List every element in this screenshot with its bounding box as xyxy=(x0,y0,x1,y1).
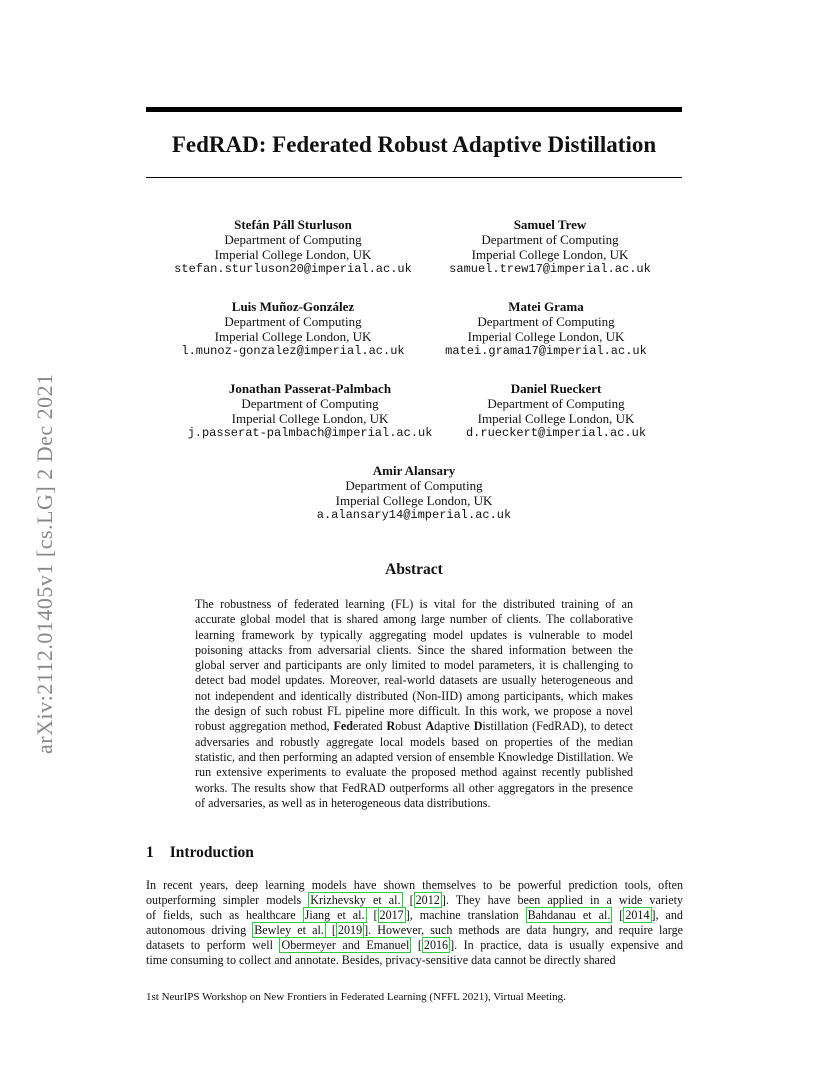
abstract-text: erated xyxy=(352,719,387,734)
abstract-text: The robustness of federated learning (FL) is vital for the distributed training of an accurate global model that is shared among large number of clients. The collaborative learning framework by typically aggregating model updates is vulnerable to model poisoning attacks from adversarial clients. Since the shared information between the global server and participants are only limited to model parameters, it is challenging to detect bad model updates. Moreover, real-world datasets are usually heterogeneous and not independent and identically distributed (Non-IID) among participants, which makes the design of such robust FL pipeline more difficult. In this work, we propose a novel robust aggregation method, xyxy=(195,597,633,734)
text-span: ], machine translation xyxy=(405,908,526,923)
author-block xyxy=(396,299,696,359)
author-institution: Imperial College London, UK xyxy=(335,493,493,508)
author-email[interactable]: samuel.trew17@imperial.ac.uk xyxy=(449,262,651,276)
author-email[interactable]: l.munoz-gonzalez@imperial.ac.uk xyxy=(181,344,405,358)
text-span: outperforming simpler models xyxy=(146,893,309,908)
author-department: Department of Computing xyxy=(224,232,362,247)
abstract-text: obust xyxy=(395,719,426,734)
abstract-paragraph xyxy=(195,597,633,811)
author-block xyxy=(143,217,443,277)
citation-year-link[interactable]: 2014 xyxy=(625,908,650,923)
author-institution: Imperial College London, UK xyxy=(471,247,629,262)
author-block xyxy=(406,381,706,441)
author-email[interactable]: matei.grama17@imperial.ac.uk xyxy=(445,344,647,358)
citation-year-link[interactable]: 2019 xyxy=(337,923,363,938)
citation-link[interactable]: Krizhevsky et al. xyxy=(310,893,401,908)
text-line xyxy=(146,938,683,953)
author-institution: Imperial College London, UK xyxy=(214,329,372,344)
author-institution: Imperial College London, UK xyxy=(467,329,625,344)
text-line xyxy=(146,908,683,923)
author-email[interactable]: j.passerat-palmbach@imperial.ac.uk xyxy=(187,426,433,440)
abstract-bold-text: D xyxy=(473,719,483,734)
author-institution: Imperial College London, UK xyxy=(477,411,635,426)
citation-year-link[interactable]: 2012 xyxy=(415,893,440,908)
text-line xyxy=(146,923,683,938)
abstract-body xyxy=(195,597,633,811)
citation-year-link[interactable]: 2017 xyxy=(379,908,404,923)
text-line xyxy=(146,893,683,908)
citation-link[interactable]: Bewley et al. xyxy=(254,923,324,938)
introduction-body xyxy=(146,878,683,969)
author-name: Daniel Rueckert xyxy=(510,381,602,396)
author-email[interactable]: stefan.sturluson20@imperial.ac.uk xyxy=(174,262,412,276)
author-email[interactable]: d.rueckert@imperial.ac.uk xyxy=(465,426,647,440)
text-span: ], and xyxy=(651,908,683,923)
author-name: Matei Grama xyxy=(508,299,584,314)
abstract-text: daptive xyxy=(434,719,474,734)
arxiv-sidebar xyxy=(32,294,57,754)
abstract-heading: Abstract xyxy=(385,561,443,578)
text-span: ]. In practice, data is usually expensive and xyxy=(450,938,683,953)
author-name: Samuel Trew xyxy=(513,217,587,232)
abstract-text: istillation (FedRAD), to detect adversaries and robustly aggregate local models based on properties of the median statistic, and then performing an adapted version of ensemble Knowledge Distillation. We run extensive experiments to evaluate the proposed method against recently published works. The results show that FedRAD outperforms all other aggregators in the presence of adversaries, as well as in heterogeneous data distributions. xyxy=(195,719,634,810)
author-institution: Imperial College London, UK xyxy=(214,247,372,262)
author-department: Department of Computing xyxy=(477,314,615,329)
author-department: Department of Computing xyxy=(241,396,379,411)
text-span: [ xyxy=(325,923,336,938)
citation-link[interactable]: Obermeyer and Emanuel xyxy=(281,938,410,953)
text-span: of fields, such as healthcare xyxy=(146,908,303,923)
title-top-rule xyxy=(146,107,682,112)
section-heading xyxy=(146,844,254,862)
footnote: 1st NeurIPS Workshop on New Frontiers in Federated Learning (NFFL 2021), Virtual Meeting. xyxy=(146,991,566,1003)
section-title: Introduction xyxy=(169,844,254,861)
citation-year-link[interactable]: 2016 xyxy=(423,938,449,953)
section-number: 1 xyxy=(146,844,154,861)
text-line xyxy=(146,878,683,893)
text-span: ]. They have been applied in a wide variety xyxy=(441,893,683,908)
author-department: Department of Computing xyxy=(345,478,483,493)
author-department: Department of Computing xyxy=(224,314,362,329)
text-span: autonomous driving xyxy=(146,923,253,938)
arxiv-identifier: arXiv:2112.01405v1 [cs.LG] 2 Dec 2021 xyxy=(32,373,57,754)
author-name: Jonathan Passerat-Palmbach xyxy=(228,381,392,396)
text-line xyxy=(146,953,683,968)
author-email[interactable]: a.alansary14@imperial.ac.uk xyxy=(316,508,512,522)
text-span: [ xyxy=(402,893,414,908)
author-department: Department of Computing xyxy=(487,396,625,411)
citation-link[interactable]: Jiang et al. xyxy=(304,908,365,923)
author-name: Amir Alansary xyxy=(372,463,456,478)
paper-title: FedRAD: Federated Robust Adaptive Distillation xyxy=(171,132,657,157)
author-block xyxy=(264,463,564,523)
abstract-bold-text: Fed xyxy=(333,719,353,734)
author-department: Department of Computing xyxy=(481,232,619,247)
text-span: [ xyxy=(612,908,624,923)
text-span: datasets to perform well xyxy=(146,938,280,953)
author-name: Stefán Páll Sturluson xyxy=(234,217,352,232)
text-span: ]. However, such methods are data hungry, and require large xyxy=(364,923,684,938)
text-span: [ xyxy=(411,938,422,953)
text-span: time consuming to collect and annotate. Besides, privacy-sensitive data cannot be directly shared xyxy=(146,953,616,968)
text-span: [ xyxy=(366,908,378,923)
citation-link[interactable]: Bahdanau et al. xyxy=(527,908,611,923)
author-name: Luis Muñoz-González xyxy=(231,299,355,314)
author-institution: Imperial College London, UK xyxy=(231,411,389,426)
title-bottom-rule xyxy=(146,177,682,178)
text-span: In recent years, deep learning models have shown themselves to be powerful prediction tools, often xyxy=(146,878,683,892)
abstract-bold-text: R xyxy=(386,719,396,734)
author-block xyxy=(400,217,700,277)
abstract-bold-text: A xyxy=(425,719,435,734)
